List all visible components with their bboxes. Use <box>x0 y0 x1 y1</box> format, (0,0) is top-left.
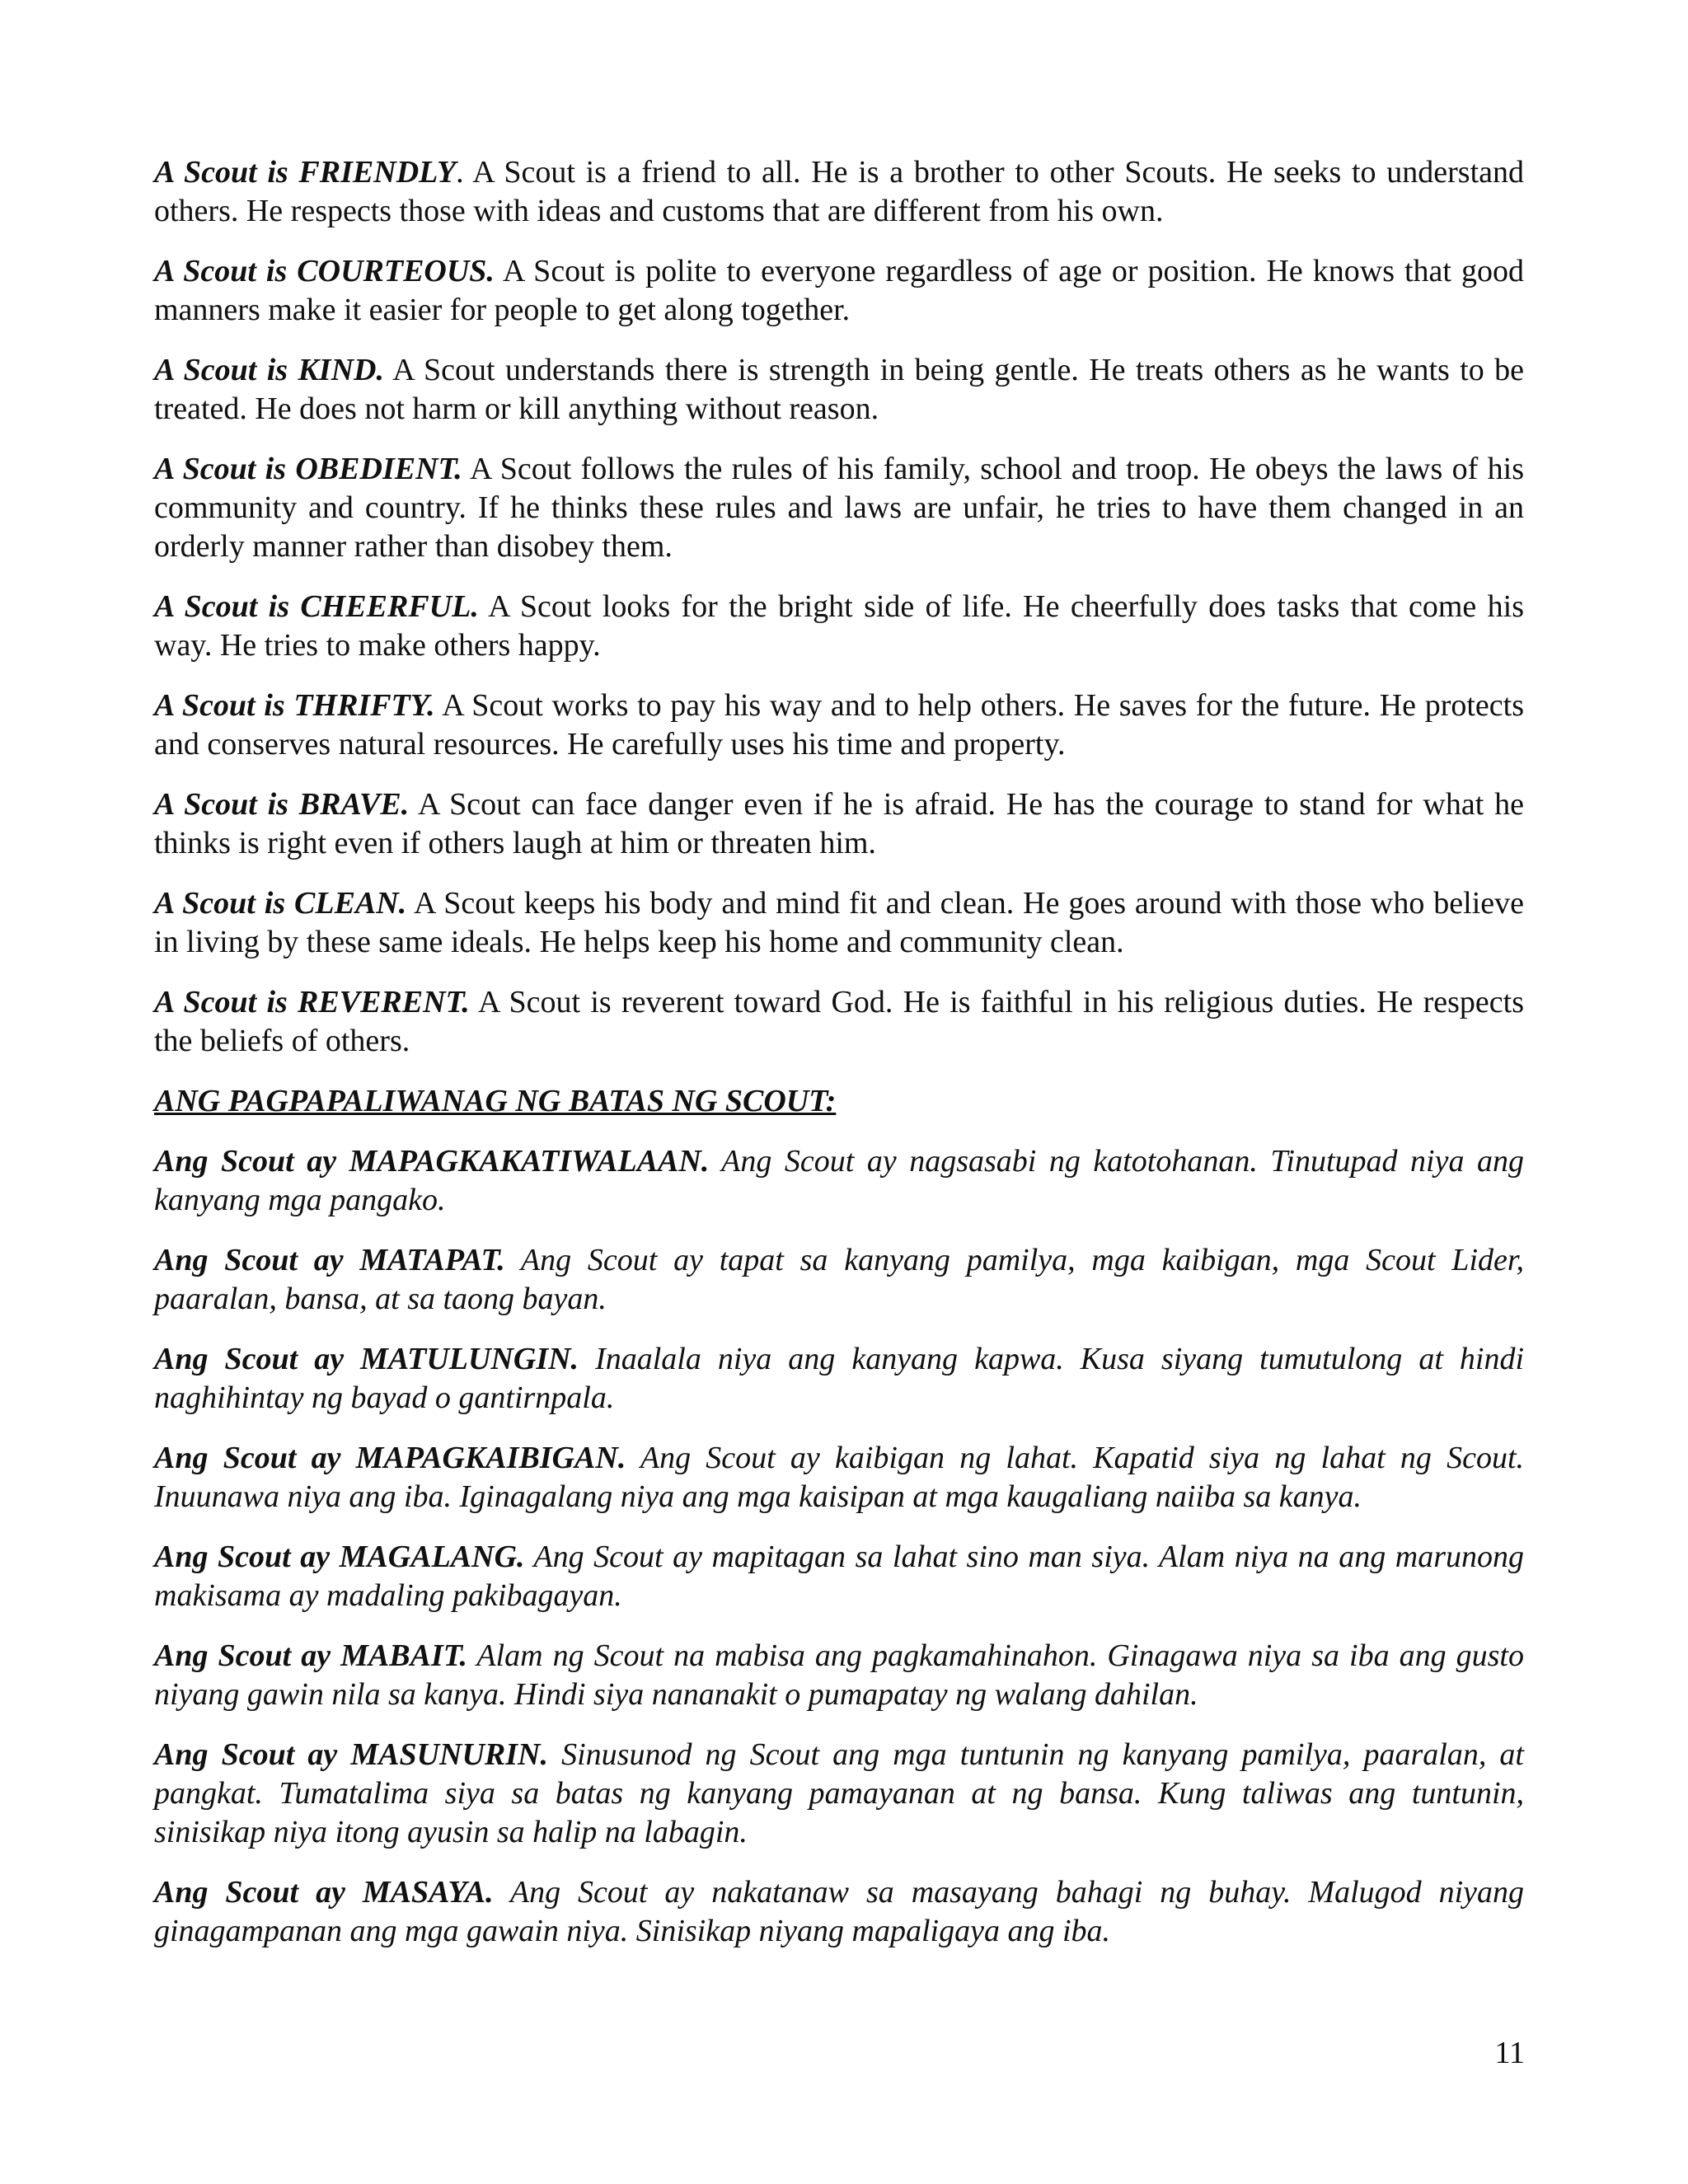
law-title: Ang Scout ay MAPAGKAKATIWALAAN. <box>154 1144 710 1179</box>
law-paragraph-courteous <box>154 252 1524 330</box>
batas-paragraph-mabait <box>154 1637 1524 1714</box>
law-paragraph-reverent <box>154 983 1524 1061</box>
law-text: A Scout is reverent toward God. He is faithful in his religious duties. He respects the beliefs of others. <box>154 985 1525 1058</box>
law-title: A Scout is BRAVE. <box>154 787 410 822</box>
law-title: Ang Scout ay MASUNURIN. <box>154 1737 548 1772</box>
law-title: A Scout is COURTEOUS. <box>154 254 495 288</box>
batas-paragraph-matapat <box>154 1241 1524 1319</box>
law-title: A Scout is KIND. <box>154 353 384 387</box>
law-text: A Scout keeps his body and mind fit and clean. He goes around with those who believe in living by these same ideals. He helps keep his home and community clean. <box>154 886 1524 959</box>
law-text: Ang Scout ay mapitagan sa lahat sino man siya. Alam niya na ang marunong makisama ay madaling pakibagayan. <box>154 1540 1524 1613</box>
law-title: Ang Scout ay MABAIT. <box>154 1638 467 1673</box>
law-paragraph-obedient <box>154 450 1524 566</box>
law-text: Alam ng Scout na mabisa ang pagkamahinahon. Ginagawa niya sa iba ang gusto niyang gawin nila sa kanya. Hindi siya nananakit o pumapatay ng walang dahilan. <box>154 1638 1524 1712</box>
law-title: Ang Scout ay MAGALANG. <box>154 1540 525 1574</box>
law-text: Inaalala niya ang kanyang kapwa. Kusa siyang tumutulong at hindi naghihintay ng bayad o gantirnpala. <box>154 1342 1525 1415</box>
law-text: A Scout follows the rules of his family, school and troop. He obeys the laws of his community and country. If he thinks these rules and laws are unfair, he tries to have them changed in an orderly manner rather than disobey them. <box>154 452 1524 564</box>
batas-paragraph-matulungin <box>154 1340 1524 1418</box>
page-number: 11 <box>1494 2036 1525 2070</box>
law-paragraph-friendly <box>154 153 1524 231</box>
law-title: Ang Scout ay MASAYA. <box>154 1875 494 1910</box>
law-paragraph-brave <box>154 785 1524 863</box>
law-text: Ang Scout ay nakatanaw sa masayang bahagi ng buhay. Malugod niyang ginagampanan ang mga gawain niya. Sinisikap niyang mapaligaya ang iba. <box>154 1875 1524 1948</box>
law-title: Ang Scout ay MAPAGKAIBIGAN. <box>154 1441 626 1475</box>
law-paragraph-clean <box>154 884 1524 962</box>
law-text: Ang Scout ay nagsasabi ng katotohanan. Tinutupad niya ang kanyang mga pangako. <box>154 1144 1524 1217</box>
document-page <box>154 153 1524 1972</box>
law-title: Ang Scout ay MATULUNGIN. <box>154 1342 579 1376</box>
law-text: Ang Scout ay tapat sa kanyang pamilya, mga kaibigan, mga Scout Lider, paaralan, bansa, at sa taong bayan. <box>154 1243 1524 1316</box>
law-title: A Scout is OBEDIENT. <box>154 452 462 486</box>
law-text: A Scout understands there is strength in being gentle. He treats others as he wants to be treated. He does not harm or kill anything without reason. <box>154 353 1524 426</box>
law-text: A Scout looks for the bright side of life. He cheerfully does tasks that come his way. He tries to make others happy. <box>154 589 1524 663</box>
law-title: A Scout is FRIENDLY <box>154 155 457 190</box>
law-text: Ang Scout ay kaibigan ng lahat. Kapatid siya ng lahat ng Scout. Inuunawa niya ang iba. Iginagalang niya ang mga kaisipan at mga kaugaliang naiiba sa kanya. <box>154 1441 1525 1514</box>
section-heading: ANG PAGPAPALIWANAG NG BATAS NG SCOUT: <box>154 1084 837 1118</box>
law-paragraph-thrifty <box>154 687 1524 764</box>
law-title: A Scout is THRIFTY. <box>154 688 435 723</box>
law-text: A Scout can face danger even if he is afraid. He has the courage to stand for what he thinks is right even if others laugh at him or threaten him. <box>154 787 1524 860</box>
batas-paragraph-mapagkaibigan <box>154 1439 1524 1516</box>
law-text: A Scout works to pay his way and to help others. He saves for the future. He protects and conserves natural resources. He carefully uses his time and property. <box>154 688 1524 762</box>
law-paragraph-cheerful <box>154 588 1524 665</box>
law-title: Ang Scout ay MATAPAT. <box>154 1243 505 1277</box>
law-title: A Scout is CHEERFUL. <box>154 589 479 624</box>
law-paragraph-kind <box>154 351 1524 429</box>
law-text: Sinusunod ng Scout ang mga tuntunin ng kanyang pamilya, paaralan, at pangkat. Tumatalima siya sa batas ng kanyang pamayanan at ng bansa. Kung taliwas ang tuntunin, sinisikap niya itong ayusin sa halip na labagin. <box>154 1737 1524 1849</box>
law-text: A Scout is polite to everyone regardless of age or position. He knows that good manners make it easier for people to get along together. <box>154 254 1524 327</box>
law-title: A Scout is REVERENT. <box>154 985 470 1019</box>
law-text: . A Scout is a friend to all. He is a brother to other Scouts. He seeks to understand others. He respects those with ideas and customs that are different from his own. <box>154 155 1525 228</box>
batas-paragraph-masunurin <box>154 1736 1524 1852</box>
batas-paragraph-magalang <box>154 1538 1524 1615</box>
law-title: A Scout is CLEAN. <box>154 886 407 921</box>
batas-paragraph-mapagkakatiwalaan <box>154 1142 1524 1220</box>
batas-paragraph-masaya <box>154 1873 1524 1951</box>
